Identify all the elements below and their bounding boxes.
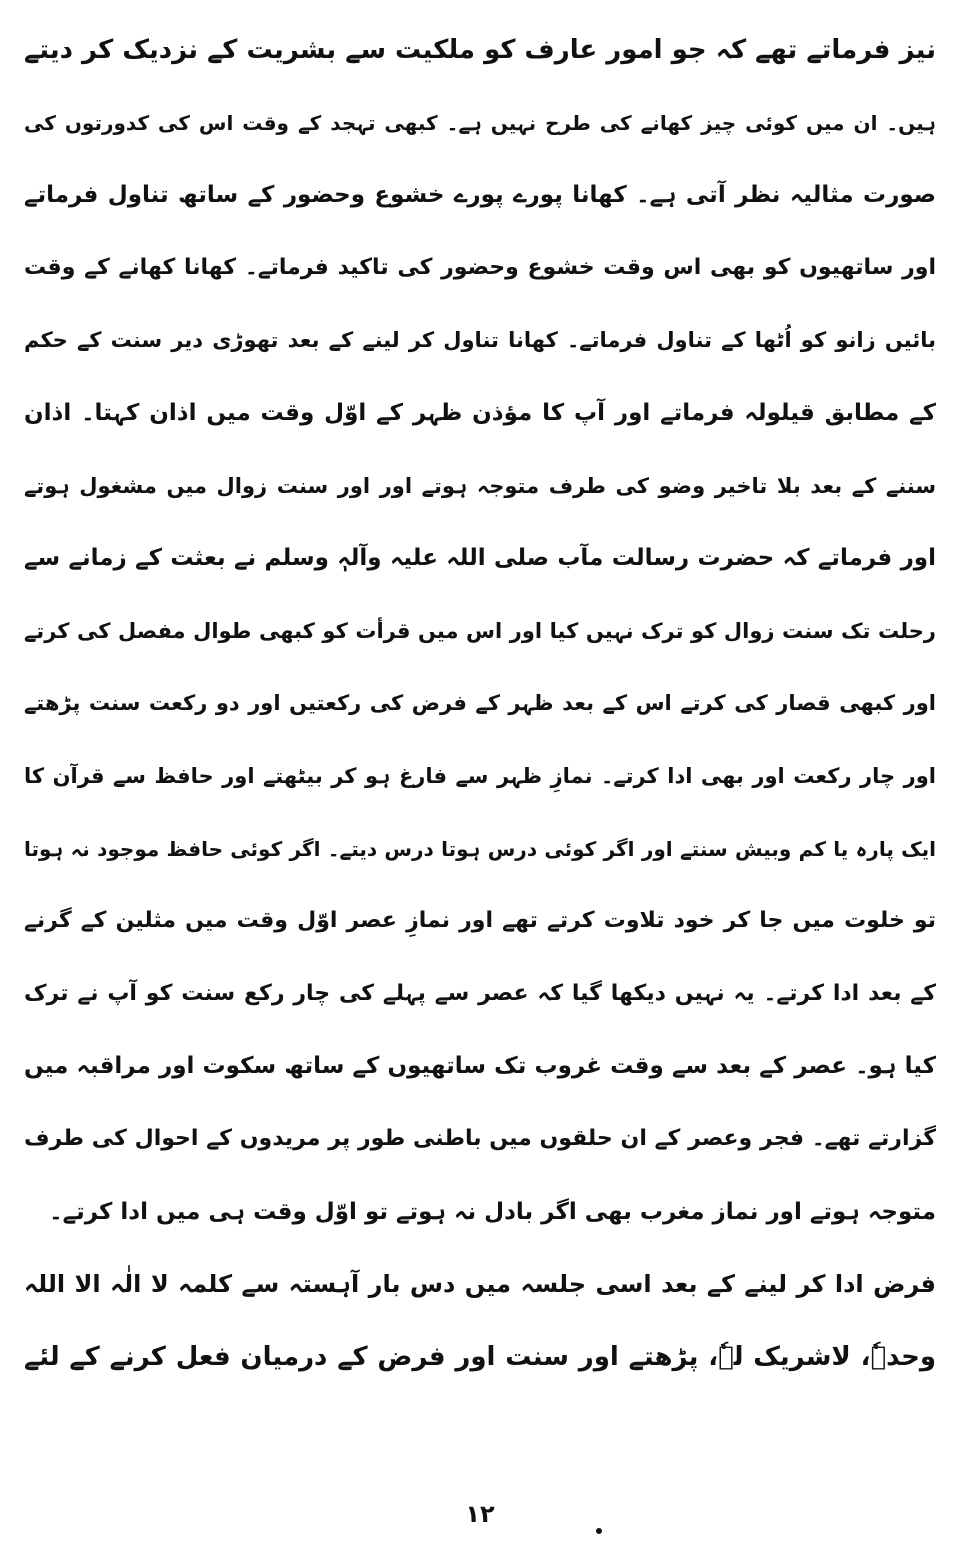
text-line-6: کے مطابق قیلولہ فرماتے اور آپ کا مؤذن ظہر کے اوّل وقت میں اذان کہتا۔ اذان: [24, 399, 936, 426]
decorative-dot: [596, 1528, 602, 1534]
text-line-14: کے بعد ادا کرتے۔ یہ نہیں دیکھا گیا کہ عصر سے پہلے کی چار رکع سنت کو آپ نے ترک: [24, 980, 936, 1006]
text-line-17: متوجہ ہوتے اور نماز مغرب بھی اگر بادل نہ ہوتے تو اوّل وقت ہی میں ادا کرتے۔: [49, 1198, 936, 1225]
document-page: [24, 14, 936, 1474]
text-line-9: رحلت تک سنت زوال کو ترک نہیں کیا اور اس میں قرأت کو کبھی طوال مفصل کی کرتے: [24, 618, 936, 643]
text-line-15: کیا ہو۔ عصر کے بعد سے وقت غروب تک ساتھیوں کے ساتھ سکوت اور مراقبہ میں: [24, 1053, 936, 1080]
text-line-2: ہیں۔ ان میں کوئی چیز کھانے کی طرح نہیں ہے۔ کبھی تہجد کے وقت اس کی کدورتوں کی: [24, 110, 936, 135]
text-line-7: سننے کے بعد بلا تاخیر وضو کی طرف متوجہ ہوتے اور اور سنت زوال میں مشغول ہوتے: [24, 473, 936, 498]
text-line-18: فرض ادا کر لینے کے بعد اسی جلسہ میں دس بار آہستہ سے کلمہ لا الٰہ الا اللہ: [24, 1270, 936, 1299]
text-line-1: نیز فرماتے تھے کہ جو امور عارف کو ملکیت سے بشریت کے نزدیک کر دیتے: [24, 35, 936, 65]
text-line-3: صورت مثالیہ نظر آتی ہے۔ کھانا پورے پورے خشوع وحضور کے ساتھ تناول فرماتے: [24, 182, 936, 209]
text-line-13: تو خلوت میں جا کر خود تلاوت کرتے تھے اور نمازِ عصر اوّل وقت میں مثلین کے گرنے: [24, 908, 936, 934]
text-line-12: ایک پارہ یا کم وبیش سنتے اور اگر کوئی درس ہوتا درس دیتے۔ اگر کوئی حافظ موجود نہ ہوتا: [24, 836, 936, 861]
text-line-16: گزارتے تھے۔ فجر وعصر کے ان حلقوں میں باطنی طور پر مریدوں کے احوال کی طرف: [24, 1125, 936, 1151]
text-line-10: اور کبھی قصار کی کرتے اس کے بعد ظہر کے فرض کی رکعتیں اور دو رکعت سنت پڑھتے: [24, 691, 936, 716]
text-line-11: اور چار رکعت اور بھی ادا کرتے۔ نمازِ ظہر سے فارغ ہو کر بیٹھتے اور حافظ سے قرآن کا: [24, 763, 936, 788]
text-line-19: وحدہٗ، لاشریک لہٗ، پڑھتے اور سنت اور فرض کے درمیان فعل کرنے کے لئے: [24, 1341, 936, 1372]
text-line-8: اور فرماتے کہ حضرت رسالت مآب صلی اللہ علیہ وآلہٖ وسلم نے بعثت کے زمانے سے: [24, 545, 936, 572]
page-number: ۱۲: [465, 1500, 495, 1528]
text-line-5: بائیں زانو کو اُٹھا کے تناول فرماتے۔ کھانا تناول کر لینے کے بعد تھوڑی دیر سنت کے حکم: [24, 328, 936, 353]
text-line-4: اور ساتھیوں کو بھی اس وقت خشوع وحضور کی تاکید فرماتے۔ کھانا کھانے کے وقت: [24, 254, 936, 280]
